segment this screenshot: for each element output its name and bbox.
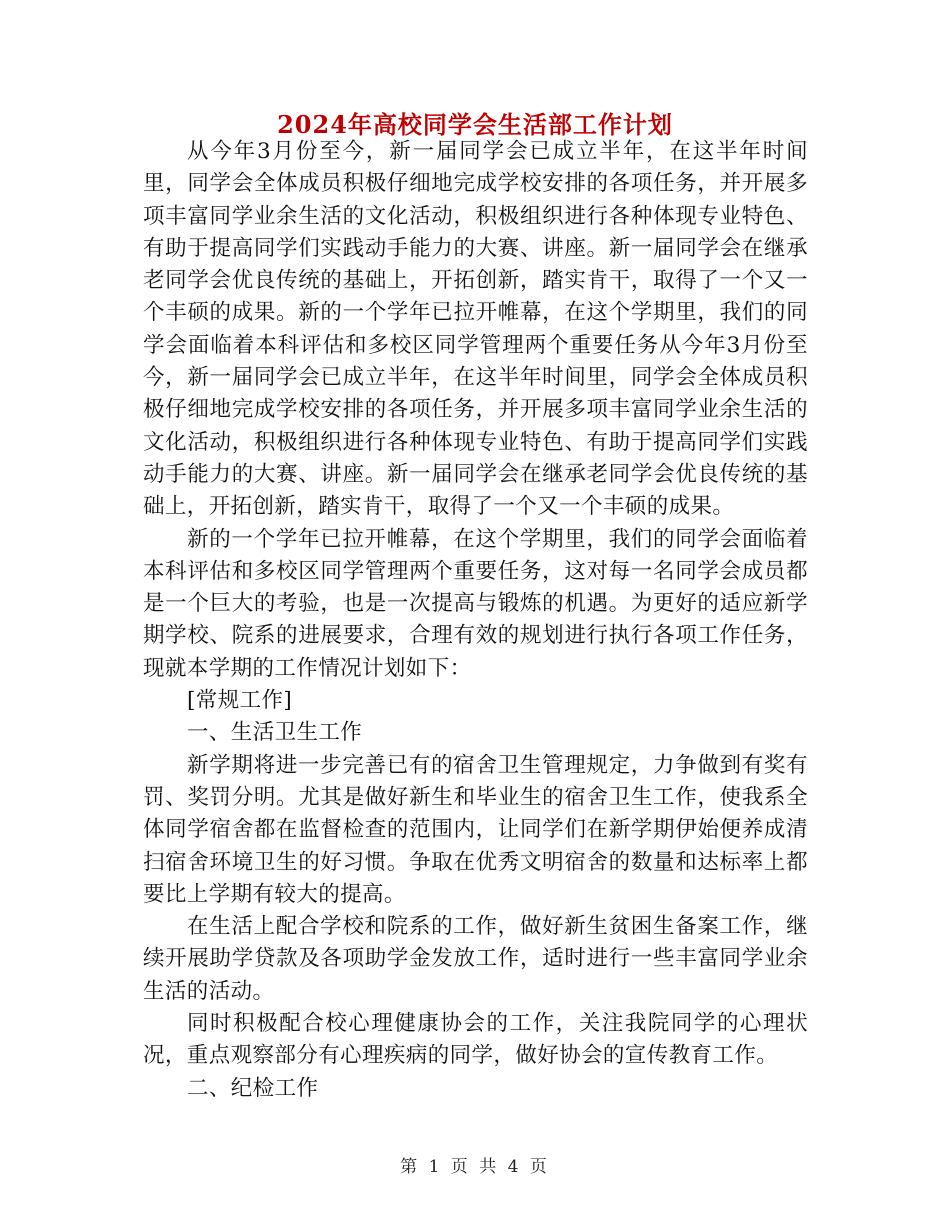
section-heading: 二、纪检工作 xyxy=(187,1075,319,1101)
paragraph: 新学期将进一步完善已有的宿舍卫生管理规定，力争做到有奖有罚、奖罚分明。尤其是做好新生和毕业生的宿舍卫生工作，使我系全体同学宿舍都在监督检查的范围内，让同学们在新学期伊始便养成清扫宿舍环境卫生的好习惯。争取在优秀文明宿舍的数量和达标率上都要比上学期有较大的提高。 xyxy=(143,752,808,907)
page-footer: 第 1 页 共 4 页 xyxy=(400,1157,550,1177)
document-body xyxy=(143,136,808,1105)
section-heading: [常规工作] xyxy=(187,688,293,714)
document-title: 2024年高校同学会生活部工作计划 xyxy=(277,110,673,139)
paragraph: 同时积极配合校心理健康协会的工作，关注我院同学的心理状况，重点观察部分有心理疾病的同学，做好协会的宣传教育工作。 xyxy=(143,1011,808,1069)
paragraph: 从今年3月份至今，新一届同学会已成立半年，在这半年时间里，同学会全体成员积极仔细地完成学校安排的各项任务，并开展多项丰富同学业余生活的文化活动，积极组织进行各种体现专业特色、有助于提高同学们实践动手能力的大赛、讲座。新一届同学会在继承老同学会优良传统的基础上，开拓创新，踏实肯干，取得了一个又一个丰硕的成果。新的一个学年已拉开帷幕，在这个学期里，我们的同学会面临着本科评估和多校区同学管理两个重要任务从今年3月份至今，新一届同学会已成立半年，在这半年时间里，同学会全体成员积极仔细地完成学校安排的各项任务，并开展多项丰富同学业余生活的文化活动，积极组织进行各种体现专业特色、有助于提高同学们实践动手能力的大赛、讲座。新一届同学会在继承老同学会优良传统的基础上，开拓创新，踏实肯干，取得了一个又一个丰硕的成果。 xyxy=(143,139,808,520)
section-heading: 一、生活卫生工作 xyxy=(187,720,363,746)
paragraph: 新的一个学年已拉开帷幕，在这个学期里，我们的同学会面临着本科评估和多校区同学管理两个重要任务，这对每一名同学会成员都是一个巨大的考验，也是一次提高与锻炼的机遇。为更好的适应新学期学校、院系的进展要求，合理有效的规划进行执行各项工作任务，现就本学期的工作情况计划如下： xyxy=(143,526,808,681)
paragraph: 在生活上配合学校和院系的工作，做好新生贫困生备案工作，继续开展助学贷款及各项助学金发放工作，适时进行一些丰富同学业余生活的活动。 xyxy=(143,914,808,1004)
